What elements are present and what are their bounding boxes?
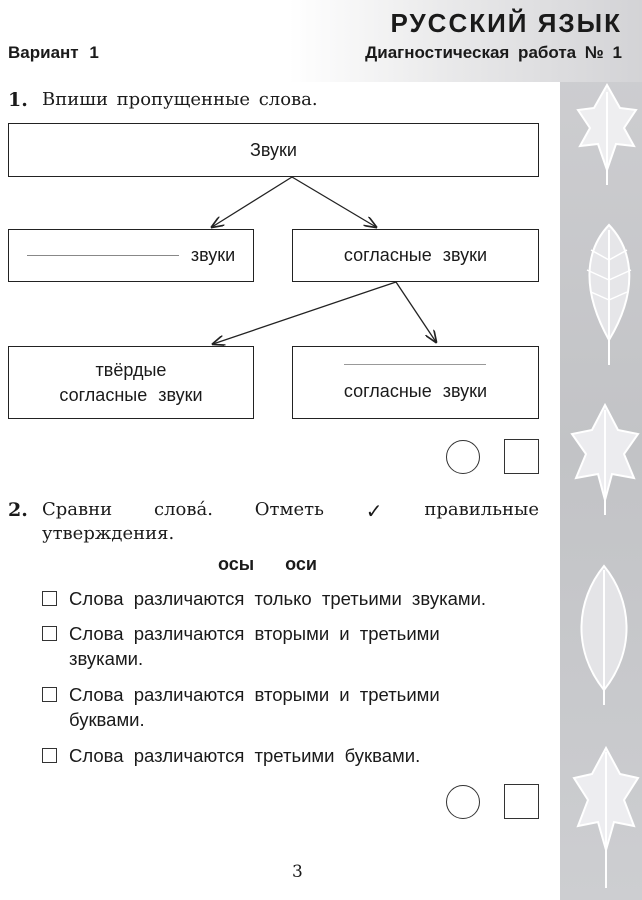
variant-label: Вариант 1 [8,43,99,62]
blank-sounds-box [8,229,254,282]
checkbox-icon[interactable] [42,626,57,641]
option-text-line1: Слова различаются третьими буквами. [69,745,421,766]
consonants-box [292,229,539,282]
task-2-number: 2. [8,499,28,521]
soft-consonants-label: согласные звуки [343,380,488,401]
task-2-word: Сравни [42,499,113,520]
option-item[interactable] [42,743,420,768]
checkbox-icon[interactable] [42,591,57,606]
option-text-line1: Слова различаются вторыми и третьими [69,623,440,644]
option-item[interactable] [42,621,440,671]
checkbox-icon[interactable] [42,748,57,763]
arrow-to-consonants [292,177,376,227]
hard-consonants-line1: твёрдые [95,359,167,380]
hard-consonants-line2: согласные звуки [59,384,203,405]
compared-words: осы оси [218,554,317,574]
answer-blank-line[interactable] [344,364,486,365]
task-2-word: слова́. [154,499,213,520]
circle-score-icon [446,440,480,474]
checkbox-icon[interactable] [42,687,57,702]
task-1-number: 1. [8,89,28,111]
answer-blank-line[interactable] [27,255,179,256]
square-score-icon [504,439,539,474]
option-text-line1: Слова различаются вторыми и третьими [69,684,440,705]
soft-consonants-box [292,346,539,419]
option-text-line2: буквами. [69,709,145,730]
option-text-line1: Слова различаются только третьими звуками. [69,588,487,609]
work-title: Диагностическая работа № 1 [365,43,622,62]
hard-consonants-box [8,346,254,419]
task-2-prompt-line2: утверждения. [42,523,175,544]
arrow-to-blank-sounds [212,177,292,227]
arrow-to-soft-consonants [396,282,436,342]
checkmark-icon: ✓ [365,499,383,523]
subject-title: РУССКИЙ ЯЗЫК [390,8,622,38]
root-box-label: Звуки [250,139,297,160]
consonants-label: согласные звуки [343,245,488,265]
task-2-word: Отметь [254,499,324,520]
option-item[interactable] [42,586,486,611]
square-score-icon [504,784,539,819]
option-item[interactable] [42,682,440,732]
task-1-prompt: Впиши пропущенные слова. [42,89,318,110]
task-2-word: правильные [424,499,539,520]
diagram-root-box [8,123,539,177]
blank-sounds-label: звуки [190,245,236,265]
arrow-to-hard-consonants [213,282,396,344]
option-text-line2: звуками. [69,648,144,669]
circle-score-icon [446,785,480,819]
task-2-prompt-line1 [42,499,539,523]
page-number: 3 [292,862,303,882]
